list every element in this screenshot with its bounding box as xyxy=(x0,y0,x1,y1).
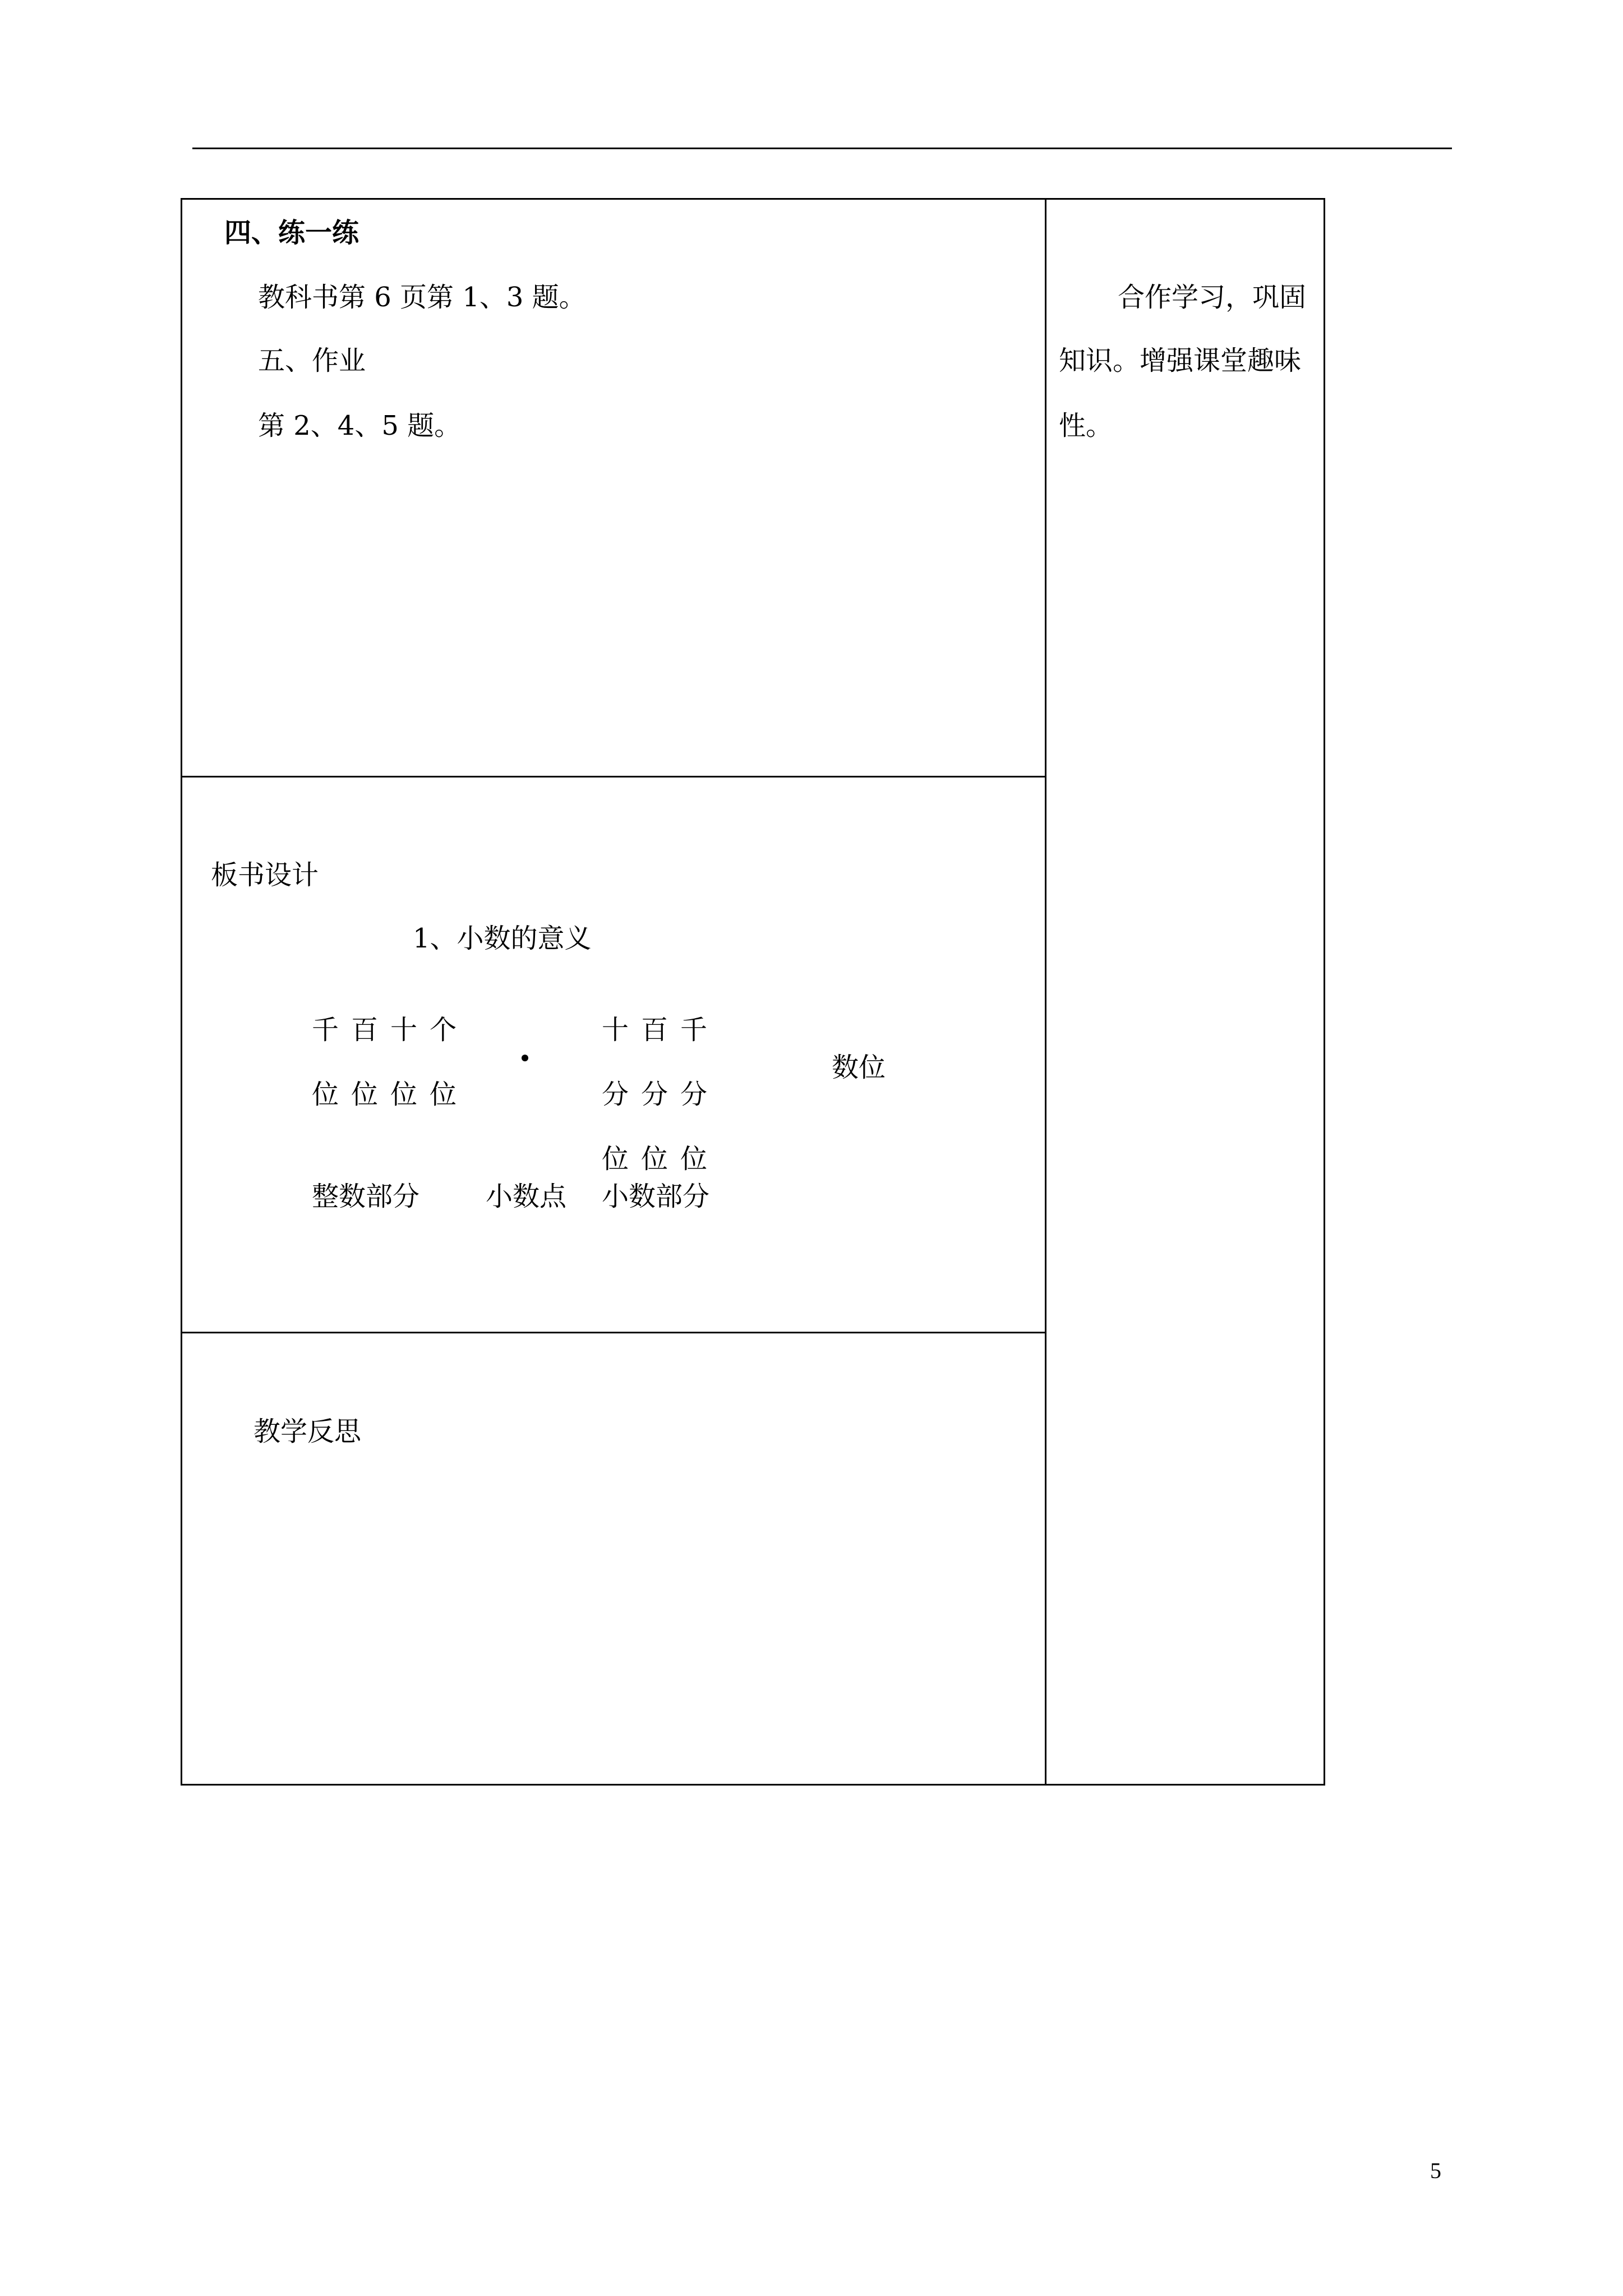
table-column-divider xyxy=(1045,198,1046,1786)
reflection-label: 教学反思 xyxy=(253,1416,362,1447)
integer-part-label: 整数部分 xyxy=(312,1181,420,1212)
homework-task: 第 2、4、5 题。 xyxy=(258,410,462,441)
side-note-line-2: 知识。增强课堂趣味 xyxy=(1059,345,1302,376)
practice-heading: 四、练一练 xyxy=(224,217,359,249)
decimal-part-label: 小数部分 xyxy=(602,1181,710,1212)
integer-places-top: 千百十个 xyxy=(312,1014,469,1046)
textbook-task: 教科书第 6 页第 1、3 题。 xyxy=(258,282,586,313)
decimal-point-dot xyxy=(522,1055,528,1061)
side-note-line-1: 合作学习，巩固 xyxy=(1118,282,1307,313)
board-design-title: 1、小数的意义 xyxy=(413,923,592,954)
table-row-divider xyxy=(181,776,1046,777)
page-number: 5 xyxy=(1430,2158,1441,2183)
header-rule xyxy=(192,148,1452,149)
table-row-divider xyxy=(181,1332,1046,1333)
decimal-places-middle: 分分分 xyxy=(602,1079,720,1110)
decimal-point-label: 小数点 xyxy=(486,1181,567,1212)
digit-label: 数位 xyxy=(832,1052,886,1083)
decimal-places-top: 十百千 xyxy=(602,1014,720,1046)
decimal-places-bottom: 位位位 xyxy=(602,1143,720,1175)
homework-heading: 五、作业 xyxy=(258,345,366,376)
integer-places-bottom: 位位位位 xyxy=(312,1079,469,1110)
board-design-label: 板书设计 xyxy=(211,859,319,891)
side-note-line-3: 性。 xyxy=(1059,410,1113,441)
